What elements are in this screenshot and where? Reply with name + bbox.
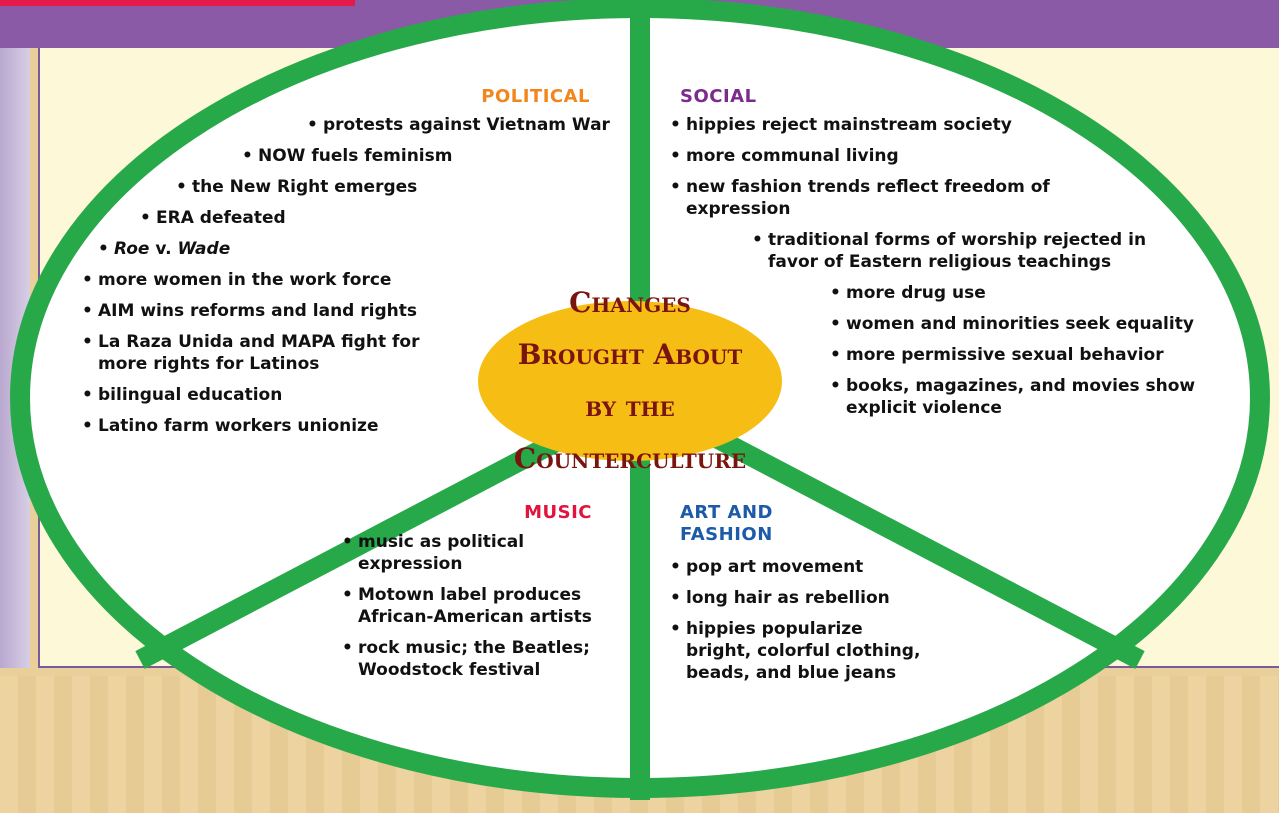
social-item: • traditional forms of worship rejected in favor of Eastern religious teachings bbox=[750, 229, 1158, 273]
social-item: • women and minorities seek equality bbox=[828, 313, 1258, 335]
political-item-part: v. bbox=[155, 239, 172, 259]
center-title: Changes Brought About by the Counterculture bbox=[513, 286, 747, 475]
political-item: • La Raza Unida and MAPA fight for more rights for Latinos bbox=[80, 331, 443, 375]
social-item: • more permissive sexual behavior bbox=[828, 344, 1258, 366]
political-item: • NOW fuels feminism bbox=[240, 145, 618, 167]
art-fashion-section bbox=[668, 502, 1008, 693]
music-section bbox=[340, 502, 622, 690]
art-fashion-item: • long hair as rebellion bbox=[668, 587, 1008, 609]
political-heading: POLITICAL bbox=[481, 86, 590, 107]
music-item: • rock music; the Beatles; Woodstock festival bbox=[340, 637, 608, 681]
political-item: • Latino farm workers unionize bbox=[80, 415, 618, 437]
social-section bbox=[668, 86, 1258, 428]
music-item: • Motown label produces African-American artists bbox=[340, 584, 628, 628]
political-item: • AIM wins reforms and land rights bbox=[80, 300, 618, 322]
political-item: • the New Right emerges bbox=[174, 176, 618, 198]
social-heading: SOCIAL bbox=[680, 86, 757, 107]
art-fashion-item: • hippies popularize bright, colorful clothing, beads, and blue jeans bbox=[668, 618, 931, 684]
political-item: • ERA defeated bbox=[138, 207, 618, 229]
social-item: • more communal living bbox=[668, 145, 1258, 167]
social-item: • books, magazines, and movies show explicit violence bbox=[828, 375, 1246, 419]
political-item: • more women in the work force bbox=[80, 269, 618, 291]
music-heading: MUSIC bbox=[524, 502, 592, 523]
political-item-part: Roe bbox=[114, 239, 150, 259]
political-item: • protests against Vietnam War bbox=[305, 114, 618, 136]
art-fashion-heading: ART AND FASHION bbox=[680, 502, 773, 545]
political-item bbox=[96, 238, 618, 260]
art-fashion-item: • pop art movement bbox=[668, 556, 1008, 578]
social-item: • hippies reject mainstream society bbox=[668, 114, 1258, 136]
music-item: • music as political expression bbox=[340, 531, 568, 575]
political-item: • bilingual education bbox=[80, 384, 618, 406]
political-section bbox=[70, 86, 618, 446]
political-item-part: Wade bbox=[177, 239, 231, 259]
social-item: • more drug use bbox=[828, 282, 1258, 304]
social-item: • new fashion trends reflect freedom of expression bbox=[668, 176, 1076, 220]
